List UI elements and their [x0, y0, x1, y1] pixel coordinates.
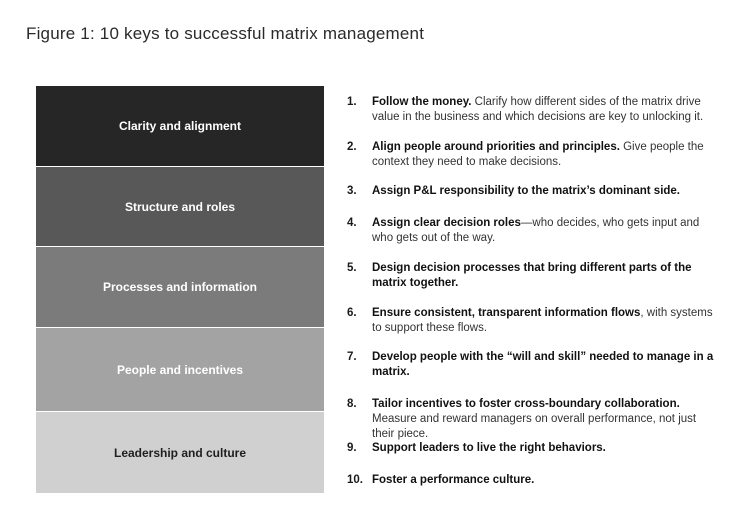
key-headline: Align people around priorities and principles. [372, 141, 620, 153]
key-item-6 [347, 306, 717, 336]
key-description: —who decides, who gets input and who gets out of the way. [372, 217, 700, 244]
key-item-3 [347, 184, 717, 199]
key-item-5 [347, 261, 717, 291]
key-headline: Assign clear decision roles [372, 217, 521, 229]
key-item-9 [347, 441, 717, 456]
key-item-4 [347, 216, 717, 246]
key-number: 8. [347, 398, 357, 410]
key-item-8 [347, 397, 717, 442]
band-structure-and-roles: Structure and roles [36, 166, 324, 246]
band-people-and-incentives: People and incentives [36, 327, 324, 411]
key-number: 3. [347, 185, 357, 197]
figure-title: Figure 1: 10 keys to successful matrix management [26, 24, 425, 43]
key-headline: Design decision processes that bring different parts of the matrix together. [372, 262, 692, 289]
key-number: 6. [347, 307, 357, 319]
key-description: Measure and reward managers on overall performance, not just their piece. [372, 413, 697, 440]
key-number: 2. [347, 141, 357, 153]
band-clarity-and-alignment: Clarity and alignment [36, 86, 324, 166]
key-headline: Follow the money. [372, 96, 472, 108]
key-item-1 [347, 95, 717, 125]
key-item-2 [347, 140, 717, 170]
key-number: 7. [347, 351, 357, 363]
key-description: Clarify how different sides of the matrix drive value in the business and which decisions are key to unlocking it. [372, 96, 704, 123]
key-number: 9. [347, 442, 357, 454]
key-item-7 [347, 350, 717, 380]
key-headline: Foster a performance culture. [372, 474, 535, 486]
key-number: 4. [347, 217, 357, 229]
key-number: 10. [347, 474, 363, 486]
key-headline: Assign P&L responsibility to the matrix’s dominant side. [372, 185, 681, 197]
band-processes-and-information: Processes and information [36, 246, 324, 327]
key-description: , with systems to support these flows. [372, 307, 713, 334]
key-item-10 [347, 473, 717, 488]
pillar-stack [36, 86, 324, 493]
key-number: 1. [347, 96, 357, 108]
key-number: 5. [347, 262, 357, 274]
key-headline: Tailor incentives to foster cross-boundary collaboration. [372, 398, 680, 410]
band-leadership-and-culture: Leadership and culture [36, 411, 324, 493]
key-headline: Support leaders to live the right behaviors. [372, 442, 606, 454]
key-headline: Develop people with the “will and skill” needed to manage in a matrix. [372, 351, 714, 378]
key-headline: Ensure consistent, transparent information flows [372, 307, 641, 319]
key-description: Give people the context they need to make decisions. [372, 141, 704, 168]
